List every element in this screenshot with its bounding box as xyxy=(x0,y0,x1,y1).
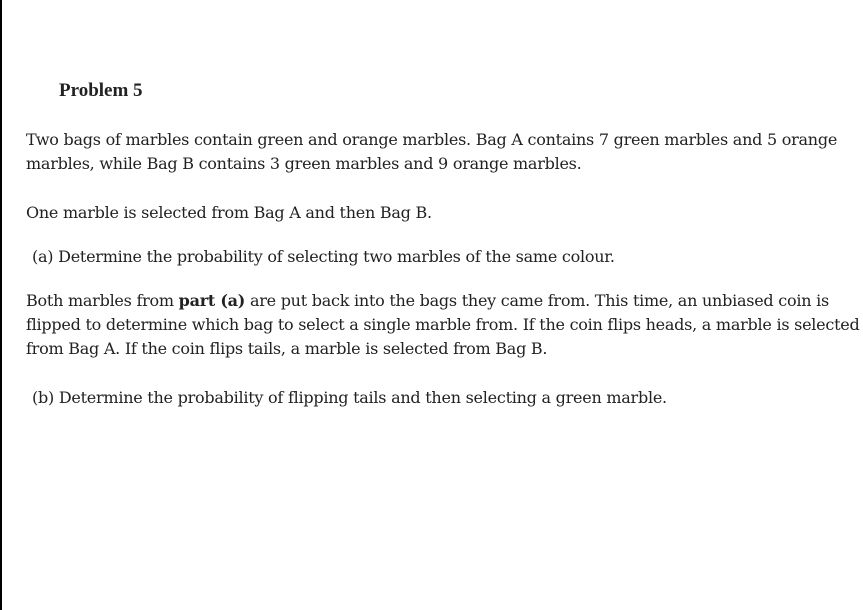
problem-title: Problem 5 xyxy=(59,80,143,101)
intro-line-2: marbles, while Bag B contains 3 green marbles and 9 orange marbles. xyxy=(26,154,582,173)
question-part-b: (b) Determine the probability of flipping tails and then selecting a green marble. xyxy=(32,388,667,407)
intro-line-1: Two bags of marbles contain green and orange marbles. Bag A contains 7 green marbles and 5 orange xyxy=(26,130,838,149)
intro-paragraph xyxy=(26,128,861,176)
question-part-a: (a) Determine the probability of selecting two marbles of the same colour. xyxy=(32,247,615,266)
part-b-intro-line-3: from Bag A. If the coin flips tails, a marble is selected from Bag B. xyxy=(26,339,548,358)
selection-paragraph: One marble is selected from Bag A and then Bag B. xyxy=(26,203,432,222)
part-b-intro-line1-rest: are put back into the bags they came from. This time, an unbiased coin is xyxy=(245,291,829,310)
part-b-intro-prefix: Both marbles from xyxy=(26,291,179,310)
part-b-intro-paragraph xyxy=(26,289,861,361)
part-b-intro-line-2: flipped to determine which bag to select a single marble from. If the coin flips heads, a marble is selected xyxy=(26,315,860,334)
part-a-reference: part (a) xyxy=(178,291,246,310)
